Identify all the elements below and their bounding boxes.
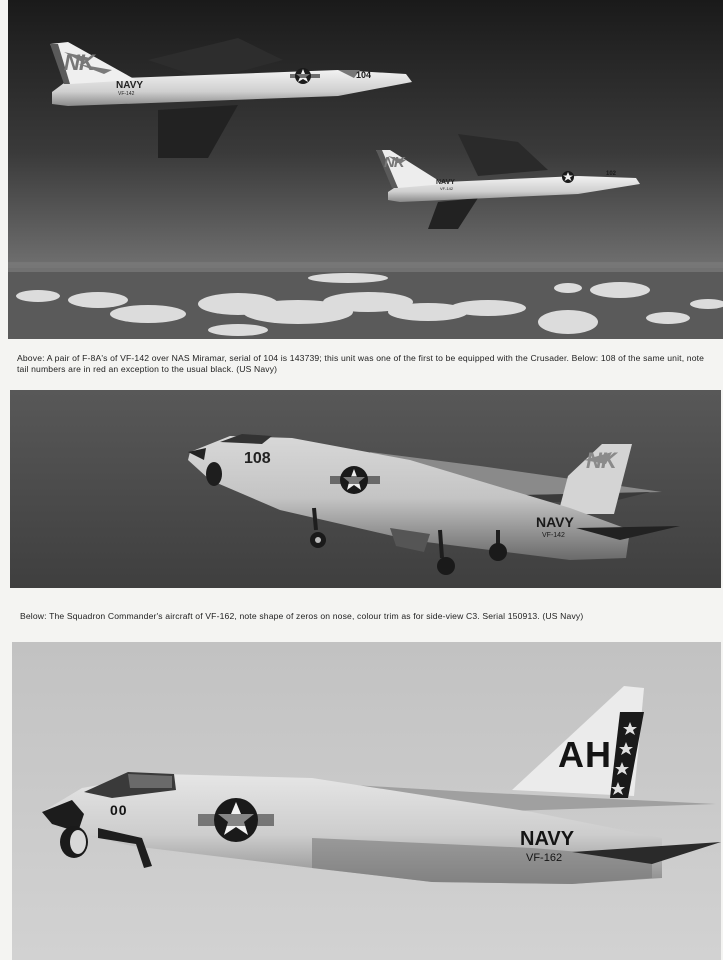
nose-number-108: 108 (244, 450, 271, 467)
tail-code-nk: NK (64, 50, 94, 75)
caption-bottom: Below: The Squadron Commander's aircraft of VF-162, note shape of zeros on nose, colour trim as for side-view C3. Serial 150913. (US Navy) (20, 611, 584, 621)
service-marking-navy: NAVY (536, 514, 574, 530)
nose-number-104: 104 (356, 70, 372, 80)
tail-code-ah: AH (558, 734, 612, 775)
tail-code-nk: NK (586, 448, 616, 473)
photo-pair-f8a-vf142 (8, 0, 723, 339)
nose-number-00: 00 (110, 802, 128, 818)
nose-number-102: 102 (606, 171, 617, 177)
service-marking-navy: NAVY (520, 828, 575, 850)
photo-vf162-commander (12, 642, 721, 960)
service-marking-navy: NAVY (436, 179, 455, 186)
unit-marking-vf142: VF-142 (440, 186, 454, 191)
tail-code-nk: NK (384, 154, 404, 171)
unit-marking-vf142: VF-142 (118, 91, 135, 97)
unit-marking-vf162: VF-162 (526, 852, 563, 864)
photo-f8a-108 (10, 390, 721, 588)
caption-top: Above: A pair of F-8A's of VF-142 over NAS Miramar, serial of 104 is 143739; this unit was one of the first to be equipped with the Crusader. Below: 108 of the same unit, note tail numbers are in red an exception to the usual black. (US Navy) (17, 353, 705, 374)
service-marking-navy: NAVY (116, 80, 144, 91)
unit-marking-vf142: VF-142 (542, 532, 565, 539)
